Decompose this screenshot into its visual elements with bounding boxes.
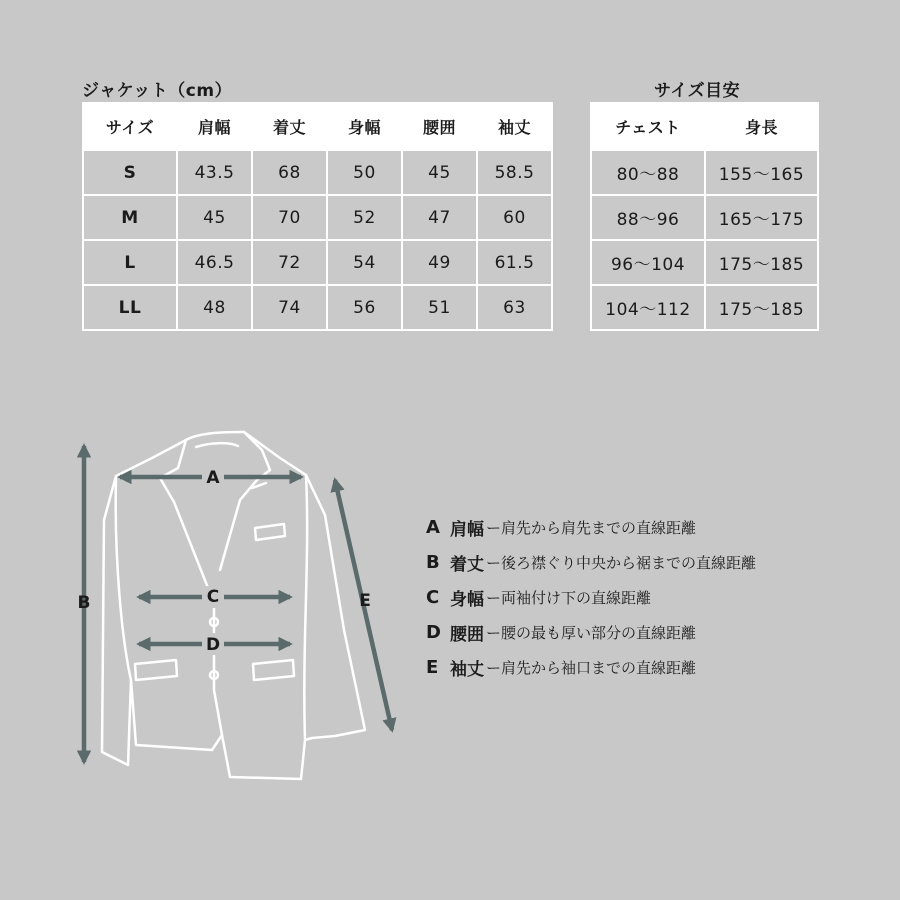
header-cell: サイズ bbox=[83, 103, 177, 150]
measurement-legend bbox=[426, 510, 886, 685]
legend-desc: ー肩先から肩先までの直線距離 bbox=[486, 519, 697, 537]
legend-desc: ー両袖付け下の直線距離 bbox=[486, 589, 652, 607]
value-cell: 80～88 bbox=[591, 150, 705, 195]
value-cell: 43.5 bbox=[177, 150, 252, 195]
legend-term: 着丈 bbox=[450, 555, 484, 575]
label-a: A bbox=[206, 468, 220, 488]
value-cell: 61.5 bbox=[477, 240, 552, 285]
value-cell: 175～185 bbox=[705, 240, 818, 285]
value-cell: 56 bbox=[327, 285, 402, 330]
value-cell: 70 bbox=[252, 195, 327, 240]
value-cell: 47 bbox=[402, 195, 477, 240]
legend-term: 肩幅 bbox=[450, 520, 484, 540]
value-cell: 88～96 bbox=[591, 195, 705, 240]
value-cell: 54 bbox=[327, 240, 402, 285]
value-cell: 175～185 bbox=[705, 285, 818, 330]
legend-desc: ー後ろ襟ぐり中央から裾までの直線距離 bbox=[486, 554, 757, 572]
value-cell: 52 bbox=[327, 195, 402, 240]
value-cell: 68 bbox=[252, 150, 327, 195]
header-cell: 袖丈 bbox=[477, 103, 552, 150]
value-cell: 45 bbox=[402, 150, 477, 195]
legend-key: A bbox=[426, 517, 440, 538]
value-cell: 74 bbox=[252, 285, 327, 330]
legend-item bbox=[426, 545, 886, 580]
header-cell: 肩幅 bbox=[177, 103, 252, 150]
legend-item bbox=[426, 510, 886, 545]
label-c: C bbox=[206, 587, 220, 607]
label-b: B bbox=[77, 593, 91, 613]
value-cell: 104～112 bbox=[591, 285, 705, 330]
legend-item bbox=[426, 650, 886, 685]
size-cell: LL bbox=[83, 285, 177, 330]
legend-term: 腰囲 bbox=[450, 625, 484, 645]
jacket-outline bbox=[102, 432, 365, 779]
header-cell: 着丈 bbox=[252, 103, 327, 150]
legend-key: E bbox=[426, 657, 439, 678]
header-cell: 腰囲 bbox=[402, 103, 477, 150]
legend-item bbox=[426, 615, 886, 650]
legend-term: 袖丈 bbox=[450, 660, 484, 680]
value-cell: 155～165 bbox=[705, 150, 818, 195]
value-cell: 45 bbox=[177, 195, 252, 240]
legend-term: 身幅 bbox=[450, 590, 484, 610]
value-cell: 50 bbox=[327, 150, 402, 195]
header-cell: チェスト bbox=[591, 103, 705, 150]
size-cell: S bbox=[83, 150, 177, 195]
label-d: D bbox=[205, 635, 221, 655]
legend-item bbox=[426, 580, 886, 615]
legend-key: C bbox=[426, 587, 440, 608]
value-cell: 96～104 bbox=[591, 240, 705, 285]
size-guide-caption: サイズ目安 bbox=[654, 81, 741, 101]
legend-desc: ー腰の最も厚い部分の直線距離 bbox=[486, 624, 697, 642]
value-cell: 165～175 bbox=[705, 195, 818, 240]
header-cell: 身長 bbox=[705, 103, 818, 150]
jacket-table-caption: ジャケット（cm） bbox=[82, 81, 233, 101]
value-cell: 63 bbox=[477, 285, 552, 330]
value-cell: 58.5 bbox=[477, 150, 552, 195]
value-cell: 51 bbox=[402, 285, 477, 330]
value-cell: 72 bbox=[252, 240, 327, 285]
value-cell: 60 bbox=[477, 195, 552, 240]
legend-key: B bbox=[426, 552, 440, 573]
value-cell: 48 bbox=[177, 285, 252, 330]
value-cell: 49 bbox=[402, 240, 477, 285]
header-cell: 身幅 bbox=[327, 103, 402, 150]
size-cell: M bbox=[83, 195, 177, 240]
value-cell: 46.5 bbox=[177, 240, 252, 285]
legend-key: D bbox=[426, 622, 441, 643]
size-cell: L bbox=[83, 240, 177, 285]
legend-desc: ー肩先から袖口までの直線距離 bbox=[486, 659, 697, 677]
label-e: E bbox=[359, 591, 371, 611]
